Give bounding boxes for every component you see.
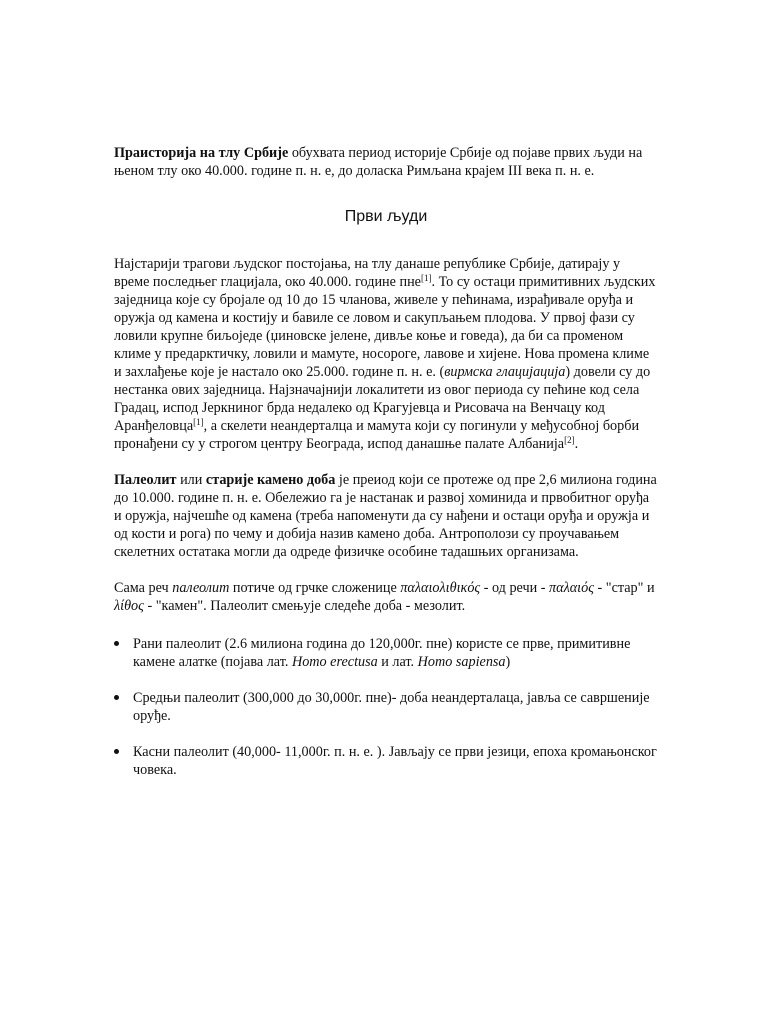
paragraph-text: , а скелети неандерталца и мамута који су погинули у међусобној борби пронађени су у строгом центру Београда, испод данашње палате Албанија [114,418,640,452]
bold-term: старије камено доба [205,472,336,488]
paragraph-text: . То су остаци примитивних људских заједница које су бројале од 10 до 15 чланова, живеле у пећинама, израђивале оруђа и оружја од камена и костију и бавиле се ловом и сакупљањем плодова. У првој фази су ловили крупне биљоједе (џиновске јелене, дивље коње и говеда), да би са променом климе у предарктичку, ловили и мамуте, носороге, лавове и хијене. Нова промена климе и захлађење које је настало око 25.000. године п. н. е. ( [114,274,656,380]
footnote-ref[interactable]: [1] [420,273,432,283]
footnote-ref[interactable]: [2] [564,435,575,445]
document-content [114,144,658,797]
paragraph-text: Сама реч [114,580,173,596]
intro-text: обухвата период историје Србије од појаве првих људи на њеном тлу око 40.000. године п. н. е, до доласка Римљана крајем III века п. н. е. [114,145,643,179]
paragraph-text: потиче од грчке сложенице [229,580,401,596]
list-item-text: Рани палеолит (2.6 милиона година до 120,000г. пне) користе се прве, примитивне камене алатке (појава лат. [133,636,631,670]
period-list [114,635,658,779]
etymology-paragraph [114,579,658,615]
list-item-text: ) [505,654,511,670]
paragraph-text: - "камен". Палеолит смењује следеће доба - мезолит. [143,598,466,614]
paragraph-text: је преиод који се протеже од пре 2,6 милиона година до 10.000. године п. н. е. Обележио га је настанак и развој хоминида и првобитног оруђа и оружја, најчешће од камена (треба напоменути да су нађени и остаци оруђа и оружја и од кости и рога) по чему и добија назив камено доба. Антрополози су проучавањем скелетних остатака могли да одреде физичке особине тадашњих организама. [114,472,657,560]
intro-paragraph [114,144,658,180]
italic-term: Homo erectusa [291,654,378,670]
italic-term: вирмска глацијација [444,364,566,380]
paragraph-text: . [574,436,579,452]
intro-title: Праисторија на тлу Србије [114,145,289,161]
list-item [114,635,658,671]
bold-term: Палеолит [114,472,177,488]
paragraph-text: Најстарији трагови људског постојања, на тлу данаше републике Србије, датирају у време последњег глацијала, око 40.000. године пне [114,256,621,290]
list-item: Средњи палеолит (300,000 до 30,000г. пне)- доба неандерталаца, јавља се савршеније оруђе. [114,689,658,725]
italic-term: παλαιολιθικός [400,580,481,596]
paragraph-text: - од речи - [480,580,550,596]
list-item: Касни палеолит (40,000- 11,000г. п. н. е. ). Јављају се први језици, епоха кромањонског човека. [114,743,658,779]
italic-term: палеолит [172,580,230,596]
italic-term: λίθος [114,598,144,614]
paragraph-text: или [176,472,206,488]
first-people-paragraph [114,255,658,453]
list-item-text: и лат. [377,654,418,670]
paragraph-text: ) довели су до нестанка ових заједница. Најзначајнији локалитети из овог периода су пећине код села Градац, испод Јеркниног брда недалеко од Крагујевца и Рисовача на Венчацу код Аранђеловца [114,364,651,434]
italic-term: Homo sapiensa [417,654,506,670]
section-heading: Први људи [344,208,428,225]
paleolithic-paragraph [114,471,658,561]
paragraph-text: - "стар" и [593,580,655,596]
footnote-ref[interactable]: [1] [193,417,204,427]
italic-term: παλαιός [549,580,594,596]
